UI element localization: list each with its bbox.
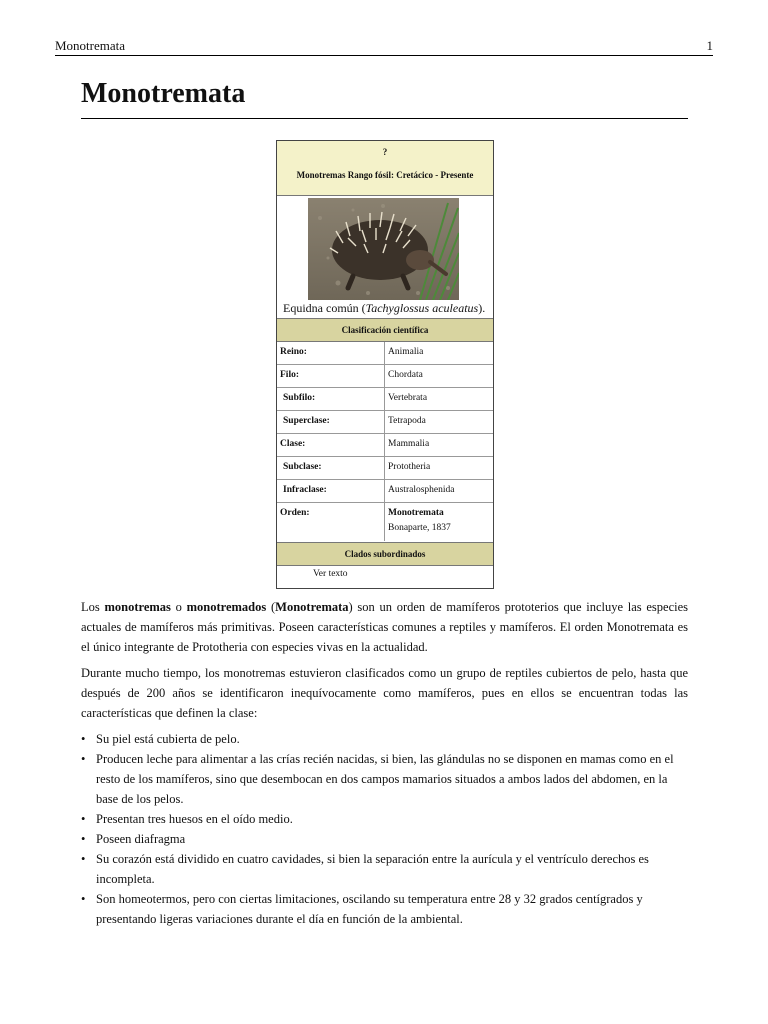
taxobox-question-mark[interactable]: ? <box>382 147 388 157</box>
taxon-rank[interactable]: Clase: <box>280 439 306 449</box>
taxon-value[interactable]: Tetrapoda <box>388 416 426 426</box>
list-item: • Producen leche para alimentar a las crías recién nacidas, si bien, las glándulas no se disponen en mamas como en el resto de los mamíferos, sino que desembocan en dos campos mamarios situados a ambos lados del abdomen, en la base de los pelos. <box>81 749 688 809</box>
taxon-row-superclase <box>277 411 493 434</box>
taxon-value[interactable]: Mammalia <box>388 439 430 449</box>
page-title: Monotremata <box>81 78 246 109</box>
bullet-icon: • <box>81 852 86 866</box>
subordinate-clades-header[interactable]: Clados subordinados <box>277 542 493 566</box>
intro-paragraph: Los monotremas o monotremados (Monotremata) son un orden de mamíferos prototerios que incluye las especies actuales de mamíferos más primitivas. Poseen características comunes a reptiles y mamíferos. El orden Monotremata es el único integrante de Prototheria con especies vivas en la actualidad. <box>81 600 689 654</box>
term-monotremas: monotremas <box>104 600 171 614</box>
list-item: • Poseen diafragma <box>81 829 688 849</box>
list-item: • Son homeotermos, pero con ciertas limitaciones, oscilando su temperatura entre 28 y 32 grados centígrados y presentando ligeras variaciones durante el día en función de la ambiental. <box>81 889 688 929</box>
taxon-rank[interactable]: Orden: <box>280 508 310 518</box>
bullet-icon: • <box>81 752 86 766</box>
characteristics-list <box>81 729 688 929</box>
taxon-value[interactable]: Monotremata <box>388 508 444 518</box>
bullet-icon: • <box>81 732 86 746</box>
echidna-photo[interactable] <box>308 198 459 300</box>
caption-suffix: ). <box>478 301 486 315</box>
image-caption <box>283 301 485 316</box>
term-monotremados: monotremados <box>186 600 267 614</box>
taxon-value[interactable]: Vertebrata <box>388 393 428 403</box>
taxon-value[interactable]: Australosphenida <box>388 485 455 495</box>
list-item: • Su piel está cubierta de pelo. <box>81 729 688 749</box>
taxon-row-clase <box>277 434 493 457</box>
running-title: Monotremata <box>55 38 126 53</box>
taxon-row-filo <box>277 365 493 388</box>
taxon-rank[interactable]: Filo: <box>280 370 299 380</box>
taxon-value[interactable]: Prototheria <box>388 462 431 472</box>
taxon-row-orden <box>277 503 493 541</box>
term-monotremata: Monotremata <box>275 600 349 614</box>
history-paragraph: Durante mucho tiempo, los monotremas estuvieron clasificados como un grupo de reptiles cubiertos de pelo, hasta que después de 200 años se identificaron inequívocamente como mamíferos, pues en ellos se encuentran todas las características que definen la clase: <box>81 666 688 720</box>
bullet-icon: • <box>81 832 86 846</box>
species-name[interactable]: Tachyglossus aculeatus <box>365 301 479 315</box>
taxon-rank[interactable]: Infraclase: <box>283 485 327 495</box>
taxobox-fossil-range: Monotremas Rango fósil: Cretácico - Presente <box>296 170 474 180</box>
page-number: 1 <box>706 38 713 53</box>
taxon-row-infraclase <box>277 480 493 503</box>
list-item: • Su corazón está dividido en cuatro cavidades, si bien la separación entre la aurícula y el ventrículo derechos es incompleta. <box>81 849 688 889</box>
taxon-rank[interactable]: Subfilo: <box>283 393 316 403</box>
bullet-icon: • <box>81 812 86 826</box>
article-body <box>81 597 688 929</box>
taxon-rank[interactable]: Subclase: <box>283 462 322 472</box>
bullet-icon: • <box>81 892 86 906</box>
running-header <box>55 38 713 56</box>
taxon-value[interactable]: Animalia <box>388 347 424 357</box>
taxon-value[interactable]: Chordata <box>388 370 423 380</box>
caption-text: Equidna común ( <box>283 301 366 315</box>
see-text-note: Ver texto <box>313 569 348 579</box>
taxon-row-subfilo <box>277 388 493 411</box>
taxon-authority[interactable]: Bonaparte, 1837 <box>388 523 451 533</box>
title-rule <box>81 118 688 119</box>
taxobox <box>276 140 494 589</box>
taxobox-header <box>277 141 493 196</box>
taxon-rank[interactable]: Superclase: <box>283 416 330 426</box>
list-item: • Presentan tres huesos en el oído medio. <box>81 809 688 829</box>
taxon-rank[interactable]: Reino: <box>280 347 307 357</box>
taxon-row-reino <box>277 342 493 365</box>
taxon-row-subclase <box>277 457 493 480</box>
classification-header[interactable]: Clasificación científica <box>277 318 493 342</box>
